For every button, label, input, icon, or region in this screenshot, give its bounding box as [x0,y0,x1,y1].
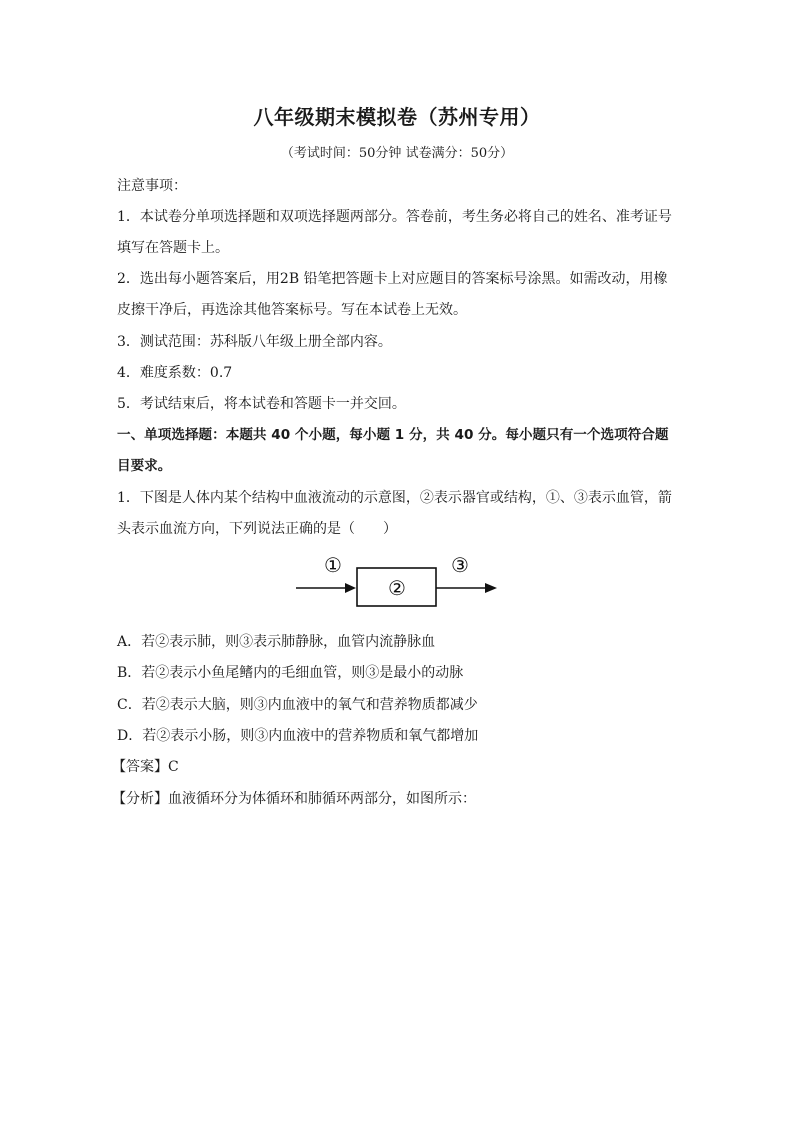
note-line: 1．本试卷分单项选择题和双项选择题两部分。答卷前，考生务必将自己的姓名、准考证号 [117,209,672,225]
note-line: 3．测试范围：苏科版八年级上册全部内容。 [117,334,392,350]
vessel-label-in: ① [324,556,342,577]
section-heading: 一、单项选择题：本题共 40 个小题，每小题 1 分，共 40 分。每小题只有一个选项符合题 [117,427,669,443]
page-title: 八年级期末模拟卷（苏州专用） [253,105,541,129]
section-heading: 目要求。 [117,458,172,474]
option-b: B．若②表示小鱼尾鳍内的毛细血管，则③是最小的动脉 [117,665,464,681]
inflow-arrowhead-icon [345,583,356,593]
question-stem: 1．下图是人体内某个结构中血液流动的示意图，②表示器官或结构，①、③表示血管，箭 [117,490,672,506]
option-d: D．若②表示小肠，则③内血液中的营养物质和氧气都增加 [117,728,479,744]
exam-info: （考试时间：50分钟 试卷满分：50分） [280,146,514,161]
notes-heading: 注意事项： [117,178,187,194]
note-line: 5．考试结束后，将本试卷和答题卡一并交回。 [117,396,406,412]
question-stem: 头表示血流方向，下列说法正确的是（ ） [117,521,397,537]
note-line: 4．难度系数：0.7 [117,365,233,381]
note-line: 2．选出每小题答案后，用2B 铅笔把答题卡上对应题目的答案标号涂黑。如需改动，用橡 [117,271,668,287]
vessel-label-out: ③ [451,556,469,577]
note-line: 皮擦干净后，再选涂其他答案标号。写在本试卷上无效。 [117,302,467,318]
answer-line: 【答案】C [112,759,179,775]
outflow-arrowhead-icon [485,583,497,593]
option-c: C．若②表示大脑，则③内血液中的氧气和营养物质都减少 [117,697,478,713]
organ-label: ② [388,576,406,600]
option-a: A．若②表示肺，则③表示肺静脉，血管内流静脉血 [117,634,436,650]
analysis-line: 【分析】血液循环分为体循环和肺循环两部分，如图所示： [112,791,476,807]
blood-flow-diagram [292,556,504,610]
note-line: 填写在答题卡上。 [117,240,229,256]
